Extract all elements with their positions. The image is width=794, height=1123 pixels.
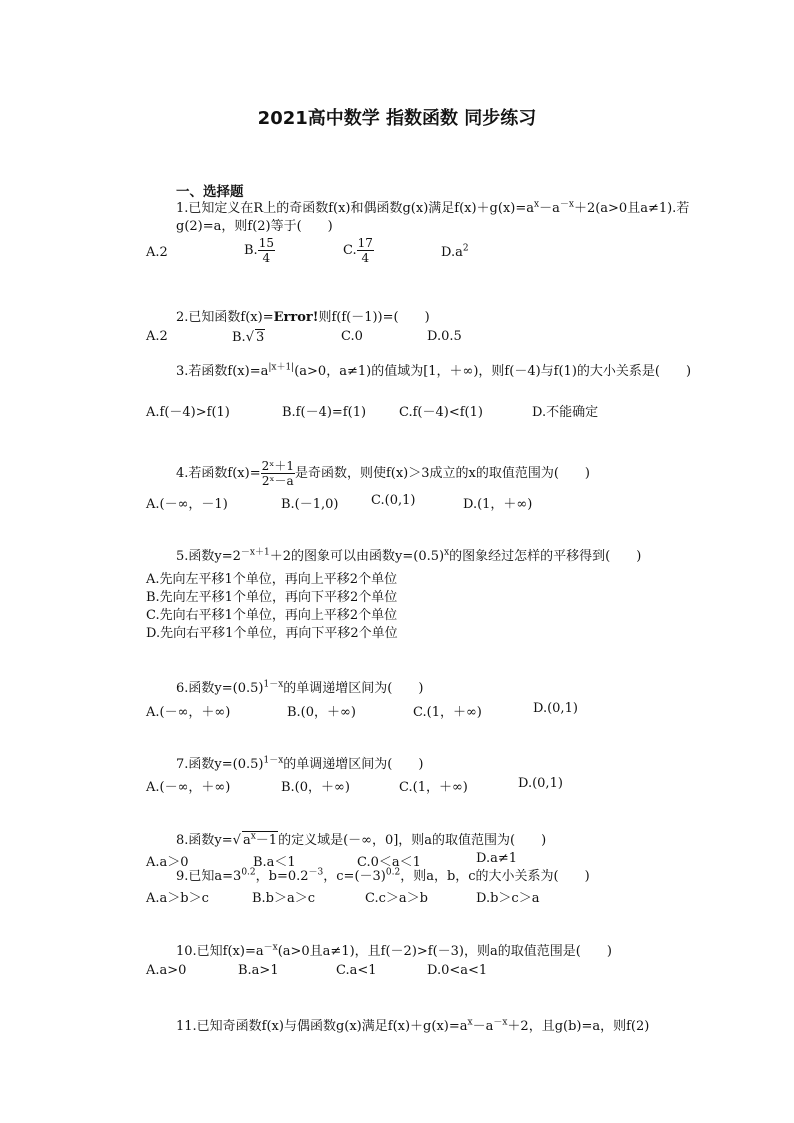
q7-option-c: C.(1，＋∞) <box>399 780 468 795</box>
q3-option-a: A.f(－4)>f(1) <box>146 405 230 420</box>
q9-option-c: C.c＞a＞b <box>365 891 428 906</box>
q2-option-a: A.2 <box>146 329 168 344</box>
q2-option-c: C.0 <box>341 329 363 344</box>
question-4: 4.若函数f(x)= $\frac{\text{2ˣ＋1}}{\text{2ˣ－a}}$ 是奇函数，则使f(x)＞3成立的x的取值范围为( ) <box>176 459 590 488</box>
q8-option-a: A.a＞0 <box>146 855 189 870</box>
q8-option-c: C.0＜a＜1 <box>357 855 421 870</box>
question-7: 7.函数$y=(0.5)^{1-x}$的单调递增区间为( ) <box>176 755 424 772</box>
q9-option-d: D.b＞c＞a <box>476 891 540 906</box>
q3-option-c: C.f(－4)<f(1) <box>399 405 483 420</box>
question-11: 11.已知奇函数f(x)与偶函数g(x)满足$f(x)+g(x)=a^x-a^{-x}+2$，且g(b)=a，则f(2) <box>176 1017 650 1034</box>
question-3: 3.若函数$f(x)=a^{|x+1|}(a>0$，a≠1)的值域为[1，＋∞)，则f(－4)与f(1)的大小关系是( ) <box>176 362 692 379</box>
q6-option-d: D.(0,1) <box>533 701 578 716</box>
question-10: 10.已知$f(x)=a^{-x}(a>0$且a≠1)，且f(－2)>f(－3)，则a的取值范围是( ) <box>176 942 612 959</box>
q1-option-d: $D.a^2$ <box>441 243 469 260</box>
q4-option-a: A.(－∞，－1) <box>146 497 228 512</box>
fraction: $\frac{17}{4}$ <box>357 236 373 265</box>
fraction: $\frac{15}{4}$ <box>258 236 274 265</box>
q1-option-b: B. $\frac{15}{4}$ <box>244 236 274 265</box>
section-heading: 一、选择题 <box>176 184 244 200</box>
q7-option-a: A.(－∞，＋∞) <box>146 780 231 795</box>
q8-option-b: B.a＜1 <box>253 855 296 870</box>
q10-option-a: A.a>0 <box>146 963 187 978</box>
q3-option-b: B.f(－4)=f(1) <box>282 405 367 420</box>
q3-option-d: D.不能确定 <box>532 405 599 420</box>
q6-option-c: C.(1，＋∞) <box>413 705 482 720</box>
q5-option-d: D.先向右平移1个单位，再向下平移2个单位 <box>146 626 398 641</box>
sqrt-expression: $a^x-1$ <box>242 831 278 848</box>
q7-option-b: B.(0，＋∞) <box>281 780 350 795</box>
q9-option-a: A.a＞b＞c <box>146 891 209 906</box>
question-6: 6.函数$y=(0.5)^{1-x}$的单调递增区间为( ) <box>176 679 424 696</box>
q5-option-a: A.先向左平移1个单位，再向上平移2个单位 <box>146 572 398 587</box>
q2-option-b: B.√ 3 <box>232 330 265 345</box>
q1-option-a: A.2 <box>146 245 168 260</box>
q6-option-b: B.(0，＋∞) <box>287 705 356 720</box>
q5-option-b: B.先向左平移1个单位，再向下平移2个单位 <box>146 590 398 605</box>
q9-option-b: B.b＞a＞c <box>252 891 316 906</box>
q2-option-d: D.0.5 <box>427 329 462 344</box>
question-1: 1.已知定义在R上的奇函数f(x)和偶函数g(x)满足$f(x)+g(x)=a^x-a^{-x}+2(a>0$且a≠1).若g(2)=a，则f(2)等于( ) <box>176 199 690 234</box>
q7-option-d: D.(0,1) <box>518 776 563 791</box>
q4-option-b: B.(－1,0) <box>281 497 339 512</box>
q4-option-c: C.(0,1) <box>371 493 416 508</box>
question-9: 9.已知$a=3^{0.2}$，$b=0.2^{-3}$，$c=(-3)^{0.2}$，则a，b，c的大小关系为( ) <box>176 867 590 884</box>
question-5: 5.函数$y=2^{-x+1}+2$的图象可以由函数$y=(0.5)^x$的图象经过怎样的平移得到( ) <box>176 547 642 564</box>
q5-option-c: C.先向右平移1个单位，再向上平移2个单位 <box>146 608 398 623</box>
q10-option-d: D.0<a<1 <box>427 963 488 978</box>
page-title: 2021高中数学 指数函数 同步练习 <box>257 108 537 129</box>
fraction: $\frac{\text{2ˣ＋1}}{\text{2ˣ－a}}$ <box>261 459 294 488</box>
q10-option-c: C.a<1 <box>336 963 377 978</box>
q4-option-d: D.(1，＋∞) <box>463 497 533 512</box>
q10-option-b: B.a>1 <box>238 963 279 978</box>
question-8: 8.函数y=√ $a^x-1$的定义域是(－∞，0]，则a的取值范围为( ) <box>176 831 547 848</box>
q8-option-d: D.a≠1 <box>476 851 518 866</box>
q1-option-c: C. $\frac{17}{4}$ <box>343 236 373 265</box>
q6-option-a: A.(－∞，＋∞) <box>146 705 231 720</box>
question-2: 2.已知函数f(x)=Error!则f(f(－1))=( ) <box>176 310 430 325</box>
